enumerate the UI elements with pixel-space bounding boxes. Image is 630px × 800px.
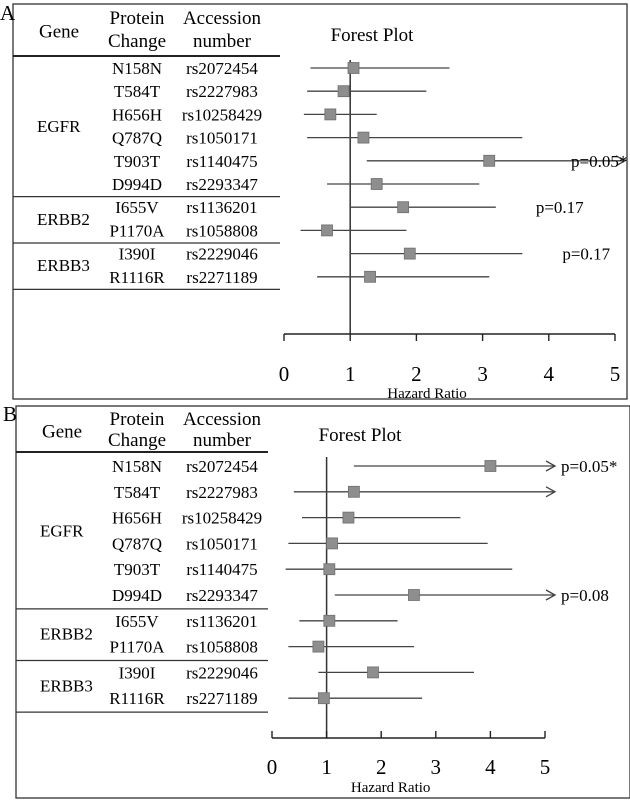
header-accession-line2: number bbox=[192, 31, 252, 52]
accession-label: rs1140475 bbox=[186, 151, 258, 171]
hazard-ratio-marker bbox=[327, 538, 338, 549]
accession-label: rs2072454 bbox=[186, 457, 258, 476]
protein-change-label: I655V bbox=[115, 611, 159, 631]
x-axis-tick-label: 4 bbox=[543, 362, 555, 386]
protein-change-label: H656H bbox=[111, 105, 163, 125]
hazard-ratio-marker bbox=[338, 86, 349, 97]
protein-change-label: I390I bbox=[118, 663, 156, 683]
protein-change-label: T903T bbox=[113, 560, 161, 580]
gene-label-erbb3: ERBB3 bbox=[40, 676, 93, 696]
hazard-ratio-marker bbox=[343, 512, 354, 523]
panel-b bbox=[3, 402, 630, 798]
hazard-ratio-marker bbox=[408, 590, 419, 601]
header-protein-line2: Change bbox=[107, 31, 167, 52]
x-axis-tick-label: 2 bbox=[411, 362, 422, 386]
accession-label: rs1140475 bbox=[186, 560, 258, 580]
protein-change-label: D994D bbox=[111, 175, 163, 194]
header-gene: Gene bbox=[42, 421, 83, 443]
protein-change-label: P1170A bbox=[109, 221, 165, 241]
accession-label: rs2229046 bbox=[186, 663, 258, 683]
hazard-ratio-marker bbox=[365, 271, 376, 282]
panel-a bbox=[0, 1, 627, 402]
header-protein-line1: Protein bbox=[109, 8, 165, 29]
x-axis-tick-label: 3 bbox=[477, 362, 488, 386]
accession-label: rs1050171 bbox=[186, 128, 258, 148]
gene-label-erbb2: ERBB2 bbox=[40, 624, 93, 644]
gene-label-erbb3: ERBB3 bbox=[37, 256, 90, 276]
x-axis-title: Hazard Ratio bbox=[350, 780, 431, 796]
p-value-annotation: p=0.08 bbox=[561, 586, 609, 605]
header-protein-line1: Protein bbox=[109, 409, 165, 430]
panel-letter: B bbox=[3, 402, 18, 426]
hazard-ratio-marker bbox=[324, 615, 335, 626]
x-axis-tick-label: 5 bbox=[609, 362, 621, 386]
hazard-ratio-marker bbox=[348, 63, 359, 74]
accession-label: rs1136201 bbox=[186, 611, 258, 631]
hazard-ratio-marker bbox=[322, 225, 333, 236]
accession-label: rs1058808 bbox=[186, 221, 258, 241]
accession-label: rs2293347 bbox=[186, 175, 258, 194]
gene-label-erbb2: ERBB2 bbox=[37, 209, 90, 229]
accession-label: rs2271189 bbox=[186, 267, 258, 287]
x-axis-tick-label: 2 bbox=[375, 755, 387, 779]
hazard-ratio-marker bbox=[404, 248, 415, 259]
accession-label: rs2072454 bbox=[186, 59, 258, 78]
accession-label: rs10258429 bbox=[181, 105, 263, 125]
protein-change-label: R1116R bbox=[109, 689, 165, 709]
x-axis-title: Hazard Ratio bbox=[387, 386, 467, 402]
hazard-ratio-marker bbox=[485, 461, 496, 472]
hazard-ratio-marker bbox=[358, 132, 369, 143]
p-value-annotation: p=0.17 bbox=[562, 244, 611, 264]
accession-label: rs2229046 bbox=[186, 244, 258, 264]
header-accession-line1: Accession bbox=[182, 409, 262, 430]
protein-change-label: I390I bbox=[118, 244, 156, 264]
protein-change-label: T584T bbox=[113, 482, 161, 502]
protein-change-label: T584T bbox=[113, 82, 161, 102]
p-value-annotation: p=0.05* bbox=[561, 457, 618, 476]
hazard-ratio-marker bbox=[348, 486, 359, 497]
protein-change-label: Q787Q bbox=[111, 534, 163, 554]
header-protein-line2: Change bbox=[107, 430, 167, 451]
hazard-ratio-marker bbox=[324, 564, 335, 575]
hazard-ratio-marker bbox=[368, 667, 379, 678]
accession-label: rs1136201 bbox=[186, 198, 258, 218]
protein-change-label: P1170A bbox=[109, 637, 165, 657]
x-axis-tick-label: 0 bbox=[278, 362, 290, 386]
protein-change-label: H656H bbox=[111, 508, 163, 528]
forest-plot-title: Forest Plot bbox=[330, 25, 414, 46]
protein-change-label: T903T bbox=[113, 151, 161, 171]
accession-label: rs2271189 bbox=[186, 689, 258, 709]
forest-plot-title: Forest Plot bbox=[318, 425, 402, 446]
x-axis-tick-label: 1 bbox=[344, 362, 356, 386]
gene-label-egfr: EGFR bbox=[40, 521, 84, 541]
x-axis-tick-label: 4 bbox=[485, 755, 496, 779]
gene-label-egfr: EGFR bbox=[37, 117, 81, 136]
hazard-ratio-marker bbox=[325, 109, 336, 120]
protein-change-label: D994D bbox=[111, 586, 163, 605]
header-accession-line2: number bbox=[192, 430, 252, 451]
header-accession-line1: Accession bbox=[182, 8, 262, 29]
header-gene: Gene bbox=[39, 21, 80, 43]
protein-change-label: N158N bbox=[111, 59, 163, 78]
protein-change-label: N158N bbox=[111, 457, 163, 476]
hazard-ratio-marker bbox=[313, 641, 324, 652]
x-axis-tick-label: 5 bbox=[539, 755, 551, 779]
p-value-annotation: p=0.05* bbox=[571, 151, 628, 171]
x-axis-tick-label: 0 bbox=[266, 755, 278, 779]
x-axis-tick-label: 1 bbox=[321, 755, 332, 779]
accession-label: rs10258429 bbox=[181, 508, 263, 528]
accession-label: rs2227983 bbox=[186, 82, 258, 102]
hazard-ratio-marker bbox=[398, 202, 409, 213]
hazard-ratio-marker bbox=[371, 179, 382, 190]
panel-border bbox=[16, 406, 630, 798]
accession-label: rs2227983 bbox=[186, 482, 258, 502]
protein-change-label: Q787Q bbox=[111, 128, 163, 148]
hazard-ratio-marker bbox=[484, 155, 495, 166]
protein-change-label: I655V bbox=[115, 198, 159, 218]
hazard-ratio-marker bbox=[318, 693, 329, 704]
accession-label: rs2293347 bbox=[186, 586, 258, 605]
panel-letter: A bbox=[0, 1, 16, 25]
x-axis-tick-label: 3 bbox=[430, 755, 442, 779]
p-value-annotation: p=0.17 bbox=[535, 198, 584, 218]
accession-label: rs1050171 bbox=[186, 534, 258, 554]
accession-label: rs1058808 bbox=[186, 637, 258, 657]
protein-change-label: R1116R bbox=[109, 267, 165, 287]
